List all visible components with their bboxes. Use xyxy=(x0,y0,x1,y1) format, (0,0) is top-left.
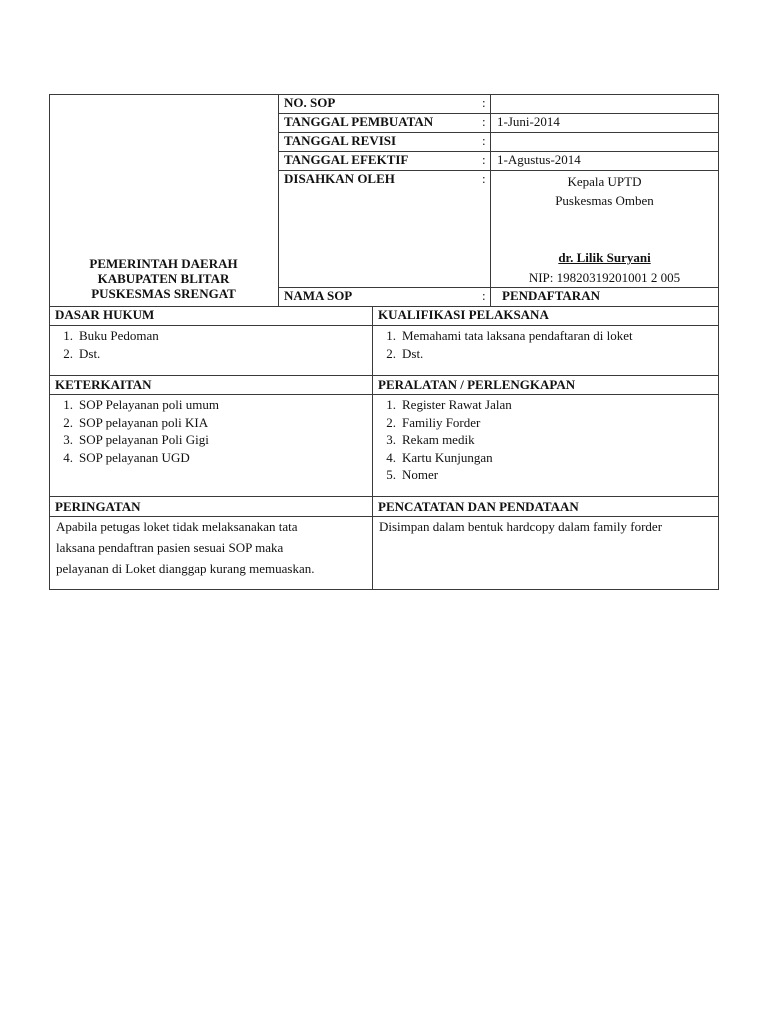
section-title-line-2 xyxy=(49,394,719,395)
field-colon-disahkan-oleh: : xyxy=(482,171,486,186)
field-colon-no-sop: : xyxy=(482,95,486,110)
field-value-tanggal-pembuatan: 1-Juni-2014 xyxy=(497,114,560,129)
list-item: 3. Rekam medik xyxy=(386,432,475,448)
field-label-no-sop: NO. SOP xyxy=(284,95,336,110)
org-line-1: PEMERINTAH DAERAH xyxy=(89,256,238,271)
section-title-pencatatan: PENCATATAN DAN PENDATAAN xyxy=(378,499,579,514)
dasar-hukum-list xyxy=(55,327,159,362)
pencatatan-line-1: Disimpan dalam bentuk hardcopy dalam family forder xyxy=(379,519,663,534)
border-bottom xyxy=(49,589,719,590)
peringatan-line-2: laksana pendaftran pasien sesuai SOP maka xyxy=(56,540,284,555)
field-colon-tanggal-revisi: : xyxy=(482,133,486,148)
field-label-tanggal-revisi: TANGGAL REVISI xyxy=(284,133,397,148)
kualifikasi-list xyxy=(378,327,633,362)
list-item: 1. SOP Pelayanan poli umum xyxy=(63,397,219,412)
field-value-nama-sop: PENDAFTARAN xyxy=(502,288,600,303)
field-label-tanggal-efektif: TANGGAL EFEKTIF xyxy=(284,152,409,167)
list-item: 3. SOP pelayanan Poli Gigi xyxy=(63,432,209,448)
list-item: 2. Familiy Forder xyxy=(386,414,481,430)
list-item: 4. Kartu Kunjungan xyxy=(386,449,493,465)
header-divider-org xyxy=(278,94,279,306)
section-title-peringatan: PERINGATAN xyxy=(55,499,141,514)
peringatan-line-3: pelayanan di Loket dianggap kurang memuaskan. xyxy=(56,561,315,576)
list-item: 2. SOP pelayanan poli KIA xyxy=(63,414,209,430)
approval-position-line-1: Kepala UPTD xyxy=(567,174,642,189)
list-item: 1. Buku Pedoman xyxy=(63,328,159,343)
field-label-nama-sop: NAMA SOP xyxy=(284,288,353,303)
approval-block xyxy=(491,172,718,210)
field-value-tanggal-efektif: 1-Agustus-2014 xyxy=(497,152,581,167)
section-title-keterkaitan: KETERKAITAN xyxy=(55,377,152,392)
list-item: 2. Dst. xyxy=(386,345,424,361)
section-title-dasar-hukum: DASAR HUKUM xyxy=(55,307,155,322)
approval-nip: NIP: 19820319201001 2 005 xyxy=(528,270,681,285)
pencatatan-text xyxy=(379,516,717,537)
body-column-divider xyxy=(372,306,373,590)
section-line-2 xyxy=(49,375,719,376)
approval-name: dr. Lilik Suryani xyxy=(558,250,651,265)
org-name xyxy=(49,256,278,301)
peringatan-line-1: Apabila petugas loket tidak melaksanakan tata xyxy=(56,519,298,534)
field-colon-nama-sop: : xyxy=(482,288,486,303)
section-title-peralatan: PERALATAN / PERLENGKAPAN xyxy=(378,377,576,392)
section-title-kualifikasi: KUALIFIKASI PELAKSANA xyxy=(378,307,549,322)
org-line-2: KABUPATEN BLITAR xyxy=(97,271,230,286)
section-line-3 xyxy=(49,496,719,497)
border-top xyxy=(49,94,719,95)
field-colon-tanggal-efektif: : xyxy=(482,152,486,167)
list-item: 1. Memahami tata laksana pendaftaran di loket xyxy=(386,328,633,343)
list-item: 4. SOP pelayanan UGD xyxy=(63,449,190,465)
list-item: 1. Register Rawat Jalan xyxy=(386,397,512,412)
list-item: 5. Nomer xyxy=(386,467,439,483)
list-item: 2. Dst. xyxy=(63,345,101,361)
field-colon-tanggal-pembuatan: : xyxy=(482,114,486,129)
keterkaitan-list xyxy=(55,396,219,466)
org-line-3: PUSKESMAS SRENGAT xyxy=(91,286,236,301)
peralatan-list xyxy=(378,396,512,484)
field-label-disahkan-oleh: DISAHKAN OLEH xyxy=(284,171,395,186)
approval-position-line-2: Puskesmas Omben xyxy=(555,193,654,208)
section-title-line-1 xyxy=(49,325,719,326)
peringatan-text xyxy=(56,516,370,579)
field-label-tanggal-pembuatan: TANGGAL PEMBUATAN xyxy=(284,114,434,129)
